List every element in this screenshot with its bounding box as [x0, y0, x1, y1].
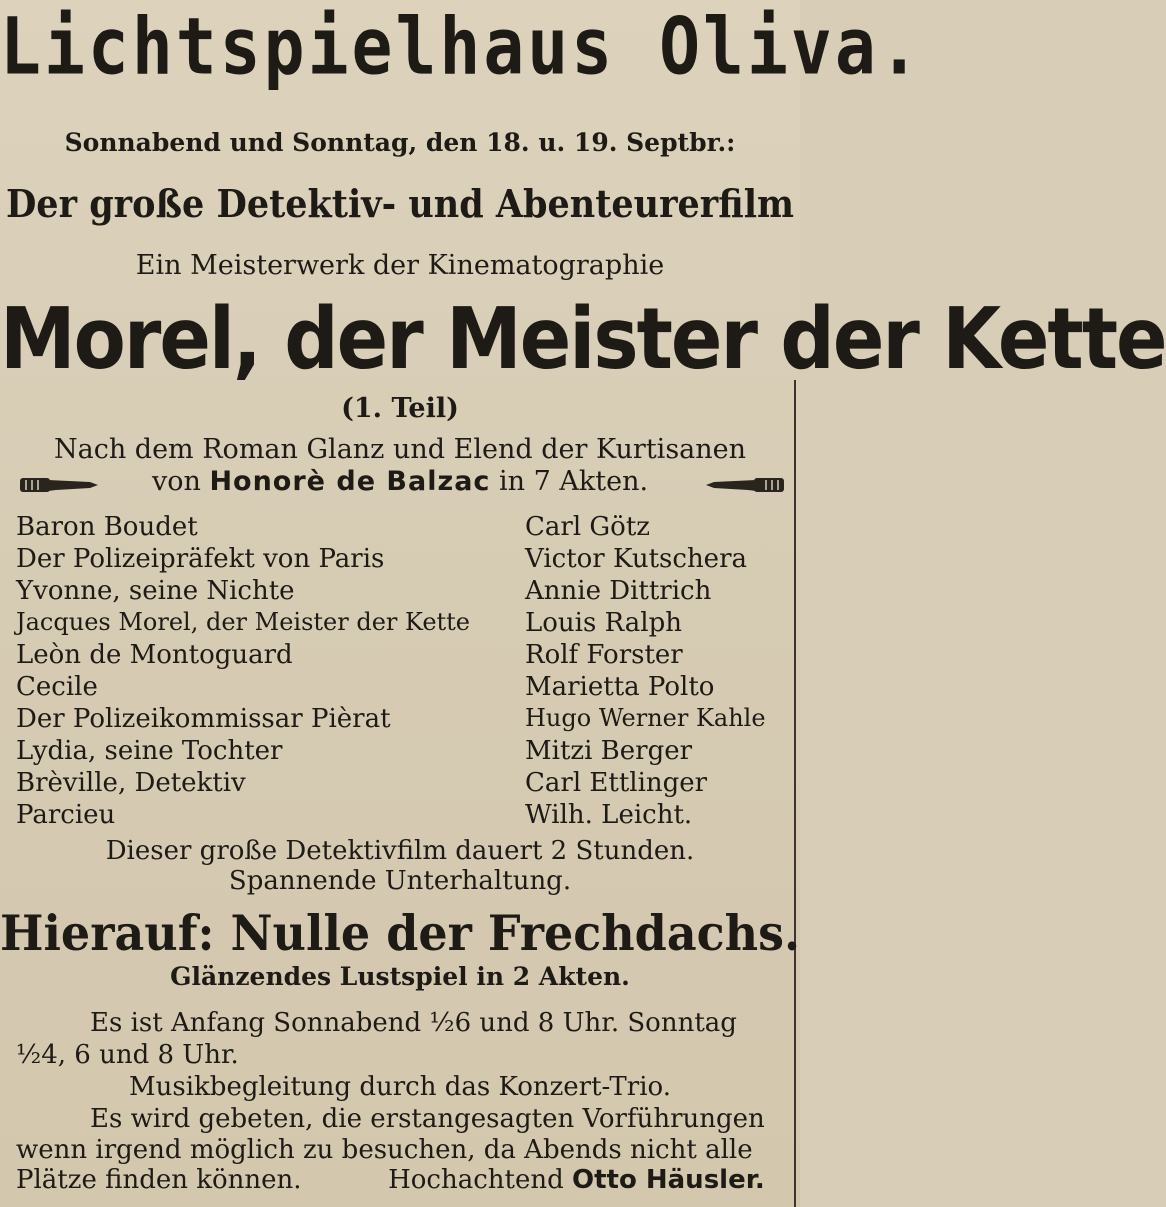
- author-line: [0, 466, 800, 497]
- second-feature-subtitle: Glänzendes Lustspiel in 2 Akten.: [170, 962, 630, 991]
- cast-role: Der Polizeipräfekt von Paris: [16, 544, 385, 574]
- music-note: Musikbegleitung durch das Konzert-Trio.: [129, 1072, 671, 1102]
- closing-text: Hochachtend: [388, 1165, 564, 1195]
- request-line-1: Es wird gebeten, die erstangesagten Vorführungen: [90, 1104, 765, 1134]
- film-genre: Der große Detektiv- und Abenteurerfilm: [5, 181, 795, 228]
- cast-actor: Annie Dittrich: [525, 576, 712, 606]
- cast-actor: Marietta Polto: [525, 672, 715, 702]
- schedule-line-1: Es ist Anfang Sonnabend ½6 und 8 Uhr. Sonntag: [90, 1008, 737, 1038]
- cast-row: [0, 608, 800, 640]
- schedule-line-2: ½4, 6 und 8 Uhr.: [16, 1040, 239, 1070]
- cast-role: Der Polizeikommissar Pièrat: [16, 704, 391, 734]
- cast-role: Yvonne, seine Nichte: [16, 576, 295, 606]
- cast-actor: Wilh. Leicht.: [525, 800, 693, 830]
- cast-actor: Hugo Werner Kahle: [525, 704, 766, 732]
- second-feature-title: Hierauf: Nulle der Frechdachs.: [0, 904, 801, 962]
- film-part: (1. Teil): [341, 393, 459, 424]
- cast-row: [0, 736, 800, 768]
- cast-actor: Mitzi Berger: [525, 736, 693, 766]
- entertainment-note: Spannende Unterhaltung.: [228, 866, 572, 896]
- novel-line: Nach dem Roman Glanz und Elend der Kurtisanen: [53, 434, 747, 465]
- author-prefix: von: [151, 466, 201, 497]
- cast-role: Cecile: [16, 672, 98, 702]
- cast-actor: Victor Kutschera: [525, 544, 748, 574]
- cast-row: [0, 800, 800, 832]
- author-name: Honorè de Balzac: [209, 466, 491, 497]
- cast-row: [0, 704, 800, 736]
- cast-actor: Rolf Forster: [525, 640, 683, 670]
- cast-actor: Carl Götz: [525, 512, 650, 542]
- cast-role: Parcieu: [16, 800, 116, 830]
- signature: Otto Häusler.: [572, 1165, 765, 1195]
- masterpiece-line: Ein Meisterwerk der Kinematographie: [135, 250, 665, 281]
- request-line-2: wenn irgend möglich zu besuchen, da Abends nicht alle: [16, 1135, 753, 1165]
- film-title: Morel, der Meister der Kette: [0, 288, 1166, 389]
- cast-actor: Carl Ettlinger: [525, 768, 708, 798]
- request-text: Plätze finden können.: [16, 1165, 302, 1195]
- request-line-3: [16, 1165, 765, 1195]
- cast-role: Baron Boudet: [16, 512, 198, 542]
- cast-role: Brèville, Detektiv: [16, 768, 246, 798]
- cast-row: [0, 768, 800, 800]
- duration-note: Dieser große Detektivfilm dauert 2 Stunden.: [105, 836, 695, 866]
- cast-row: [0, 544, 800, 576]
- cast-row: [0, 640, 800, 672]
- cast-actor: Louis Ralph: [525, 608, 682, 638]
- cast-role: Lydia, seine Tochter: [16, 736, 283, 766]
- show-dates: Sonnabend und Sonntag, den 18. u. 19. Septbr.:: [64, 128, 736, 157]
- cast-role: Leòn de Montoguard: [16, 640, 293, 670]
- cast-row: [0, 672, 800, 704]
- pointing-hand-left-icon: [704, 474, 784, 496]
- cast-row: [0, 576, 800, 608]
- theater-name: Lichtspielhaus Oliva.: [0, 2, 923, 93]
- film-acts: in 7 Akten.: [499, 466, 649, 497]
- cast-role: Jacques Morel, der Meister der Kette: [16, 608, 471, 636]
- cast-row: [0, 512, 800, 544]
